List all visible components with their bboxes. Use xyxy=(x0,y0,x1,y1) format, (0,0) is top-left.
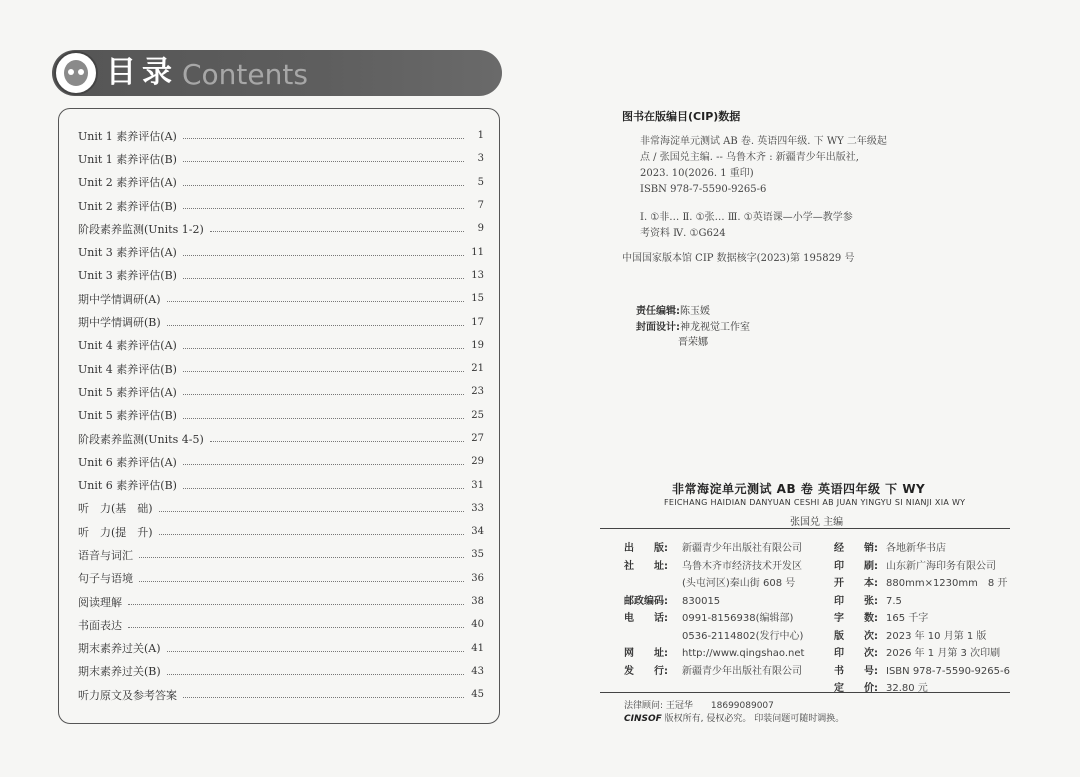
toc-entry-title: Unit 3 素养评估(B) xyxy=(78,269,177,283)
publication-row xyxy=(834,680,1014,698)
editor-line: 责任编辑:陈玉媛 xyxy=(636,306,710,317)
toc-entry[interactable] xyxy=(78,613,484,636)
publication-label: 邮政编码: xyxy=(624,595,668,607)
toc-entry-page: 33 xyxy=(471,502,484,514)
publication-label: 发 行: xyxy=(624,665,668,677)
cip-line: 2023. 10(2026. 1 重印) xyxy=(640,168,754,179)
dot-leader xyxy=(183,348,464,349)
publication-value: 各地新华书店 xyxy=(886,543,946,554)
publication-row xyxy=(834,610,1014,628)
table-of-contents xyxy=(78,124,484,706)
publication-value: 32.80 元 xyxy=(886,683,928,694)
publication-label: 经 销: xyxy=(834,543,878,554)
toc-entry-title: 阶段素养监测(Units 4-5) xyxy=(78,432,204,446)
toc-entry-page: 19 xyxy=(471,339,484,351)
toc-entry-title: Unit 3 素养评估(A) xyxy=(78,246,177,260)
toc-entry[interactable] xyxy=(78,404,484,427)
dot-leader xyxy=(139,557,464,558)
publication-row xyxy=(834,593,1014,611)
divider xyxy=(600,528,1010,529)
toc-entry[interactable] xyxy=(78,567,484,590)
book-pinyin: FEICHANG HAIDIAN DANYUAN CESHI AB JUAN YINGYU SI NIANJI XIA WY xyxy=(664,498,966,507)
toc-entry-page: 1 xyxy=(477,130,484,142)
publication-value: 880mm×1230mm 8 开 xyxy=(886,578,1008,589)
mascot-icon xyxy=(54,51,98,95)
toc-entry-title: Unit 2 素养评估(A) xyxy=(78,176,177,190)
toc-entry-title: 听 力(提 升) xyxy=(78,525,153,539)
toc-entry[interactable] xyxy=(78,520,484,543)
dot-leader xyxy=(183,278,464,279)
toc-entry-page: 31 xyxy=(471,479,484,491)
toc-entry-title: Unit 6 素养评估(B) xyxy=(78,479,177,493)
cip-line: 点 / 张国兑主编. -- 乌鲁木齐 : 新疆青少年出版社, xyxy=(640,152,859,163)
toc-entry[interactable] xyxy=(78,217,484,240)
copyright-text: 版权所有, 侵权必究。 印装问题可随时调换。 xyxy=(664,714,845,724)
toc-entry-title: Unit 4 素养评估(B) xyxy=(78,362,177,376)
publication-row xyxy=(624,540,824,558)
cip-line: 非常海淀单元测试 AB 卷. 英语四年级. 下 WY 二年级起 xyxy=(640,136,887,147)
toc-entry[interactable] xyxy=(78,660,484,683)
publication-label: 定 价: xyxy=(834,683,878,694)
dot-leader xyxy=(167,674,464,675)
dot-leader xyxy=(210,441,464,442)
publication-value: 新疆青少年出版社有限公司 xyxy=(682,543,802,554)
toc-entry-page: 23 xyxy=(471,386,484,398)
dot-leader xyxy=(183,185,464,186)
dot-leader xyxy=(183,418,464,419)
toc-entry-page: 15 xyxy=(471,293,484,305)
toc-entry[interactable] xyxy=(78,637,484,660)
toc-entry-page: 7 xyxy=(477,200,484,212)
dot-leader xyxy=(128,627,464,628)
publication-value: 2026 年 1 月第 3 次印刷 xyxy=(886,648,1001,659)
toc-entry-title: Unit 6 素养评估(A) xyxy=(78,455,177,469)
toc-entry[interactable] xyxy=(78,357,484,380)
toc-entry-title: 书面表达 xyxy=(78,618,122,632)
toc-entry-title: 听 力(基 础) xyxy=(78,502,153,516)
dot-leader xyxy=(210,231,464,232)
publication-value: (头屯河区)秦山街 608 号 xyxy=(682,578,796,589)
toc-entry[interactable] xyxy=(78,240,484,263)
toc-entry-title: 期中学情调研(A) xyxy=(78,292,161,306)
dot-leader xyxy=(183,371,464,372)
toc-entry-page: 35 xyxy=(471,549,484,561)
publication-value: 新疆青少年出版社有限公司 xyxy=(682,665,802,677)
toc-entry-page: 34 xyxy=(471,526,484,538)
dot-leader xyxy=(183,488,464,489)
publication-label: 字 数: xyxy=(834,613,878,624)
publication-value: ISBN 978-7-5590-9265-6 xyxy=(886,665,1010,677)
cip-record: 中国国家版本馆 CIP 数据核字(2023)第 195829 号 xyxy=(622,253,855,264)
publication-value: 2023 年 10 月第 1 版 xyxy=(886,630,987,642)
publication-value: 0536-2114802(发行中心) xyxy=(682,630,804,642)
toc-entry-page: 36 xyxy=(471,572,484,584)
toc-entry[interactable] xyxy=(78,171,484,194)
cip-class-line: 考资料 Ⅳ. ①G624 xyxy=(640,228,726,239)
toc-entry-page: 38 xyxy=(471,596,484,608)
dot-leader xyxy=(183,394,464,395)
toc-entry-page: 43 xyxy=(471,665,484,677)
toc-entry[interactable] xyxy=(78,683,484,706)
publication-label: 书 号: xyxy=(834,665,878,677)
publication-label: 开 本: xyxy=(834,578,878,589)
dot-leader xyxy=(167,301,464,302)
toc-entry[interactable] xyxy=(78,450,484,473)
dot-leader xyxy=(183,138,464,139)
toc-entry[interactable] xyxy=(78,287,484,310)
publication-label xyxy=(624,575,682,593)
toc-entry-title: Unit 5 素养评估(A) xyxy=(78,385,177,399)
cip-class-line: Ⅰ. ①非… Ⅱ. ①张… Ⅲ. ①英语课—小学—教学参 xyxy=(640,212,853,223)
toc-entry-page: 40 xyxy=(471,619,484,631)
toc-entry-title: Unit 5 素养评估(B) xyxy=(78,409,177,423)
cip-lines xyxy=(640,134,910,198)
contents-title-zh: 目录 xyxy=(106,55,178,90)
toc-entry[interactable] xyxy=(78,310,484,333)
toc-entry-title: Unit 4 素养评估(A) xyxy=(78,339,177,353)
toc-entry-title: 语音与词汇 xyxy=(78,548,133,562)
toc-entry[interactable] xyxy=(78,427,484,450)
toc-entry-page: 27 xyxy=(471,433,484,444)
toc-entry[interactable] xyxy=(78,543,484,566)
toc-entry-page: 41 xyxy=(471,642,484,654)
publication-label: 社 址: xyxy=(624,560,668,572)
publication-row xyxy=(624,663,824,681)
dot-leader xyxy=(183,255,464,256)
publication-row xyxy=(834,663,1014,681)
toc-entry-page: 11 xyxy=(471,246,484,258)
toc-entry-page: 29 xyxy=(471,456,484,468)
toc-entry-title: 句子与语境 xyxy=(78,572,133,586)
publisher-info xyxy=(624,540,824,680)
dot-leader xyxy=(167,651,464,652)
publication-row xyxy=(834,558,1014,576)
publication-label: 印 次: xyxy=(834,648,878,659)
toc-entry[interactable] xyxy=(78,380,484,403)
toc-entry-page: 45 xyxy=(471,689,484,701)
toc-entry-page: 3 xyxy=(477,153,484,165)
publication-value: 165 千字 xyxy=(886,613,929,624)
toc-entry[interactable] xyxy=(78,334,484,357)
cip-class xyxy=(640,210,910,242)
dot-leader xyxy=(139,581,464,582)
toc-entry[interactable] xyxy=(78,194,484,217)
publication-row xyxy=(624,645,824,663)
design-line: 封面设计:神龙视觉工作室 xyxy=(636,322,750,333)
cip-line: ISBN 978-7-5590-9265-6 xyxy=(640,184,767,195)
dot-leader xyxy=(159,534,464,535)
toc-entry[interactable] xyxy=(78,264,484,287)
editor-name: 陈玉媛 xyxy=(680,306,710,317)
legal-advisor: 法律顾问: 王冠华 18699089007 xyxy=(624,701,774,711)
contents-title-en: Contents xyxy=(182,58,308,91)
publication-row xyxy=(624,593,824,611)
toc-entry-page: 13 xyxy=(471,269,484,281)
publication-label: 出 版: xyxy=(624,543,668,554)
toc-entry-page: 17 xyxy=(471,316,484,328)
publication-row xyxy=(624,575,824,593)
dot-leader xyxy=(159,511,464,512)
divider xyxy=(600,692,1010,693)
publication-label: 网 址: xyxy=(624,648,668,659)
toc-entry[interactable] xyxy=(78,473,484,496)
toc-entry-title: Unit 1 素养评估(B) xyxy=(78,152,177,166)
publication-label: 印 张: xyxy=(834,595,878,607)
toc-entry-page: 9 xyxy=(477,223,484,235)
toc-entry-title: 期末素养过关(B) xyxy=(78,665,161,679)
book-title: 非常海淀单元测试 AB 卷 英语四年级 下 WY xyxy=(672,482,926,496)
toc-entry-title: 期中学情调研(B) xyxy=(78,316,161,330)
cip-heading: 图书在版编目(CIP)数据 xyxy=(622,110,741,123)
publication-label xyxy=(624,628,682,646)
toc-entry-title: 听力原文及参考答案 xyxy=(78,688,177,702)
dot-leader xyxy=(183,697,464,698)
toc-entry-title: 阶段素养监测(Units 1-2) xyxy=(78,222,204,236)
publication-value: 乌鲁木齐市经济技术开发区 xyxy=(682,560,802,572)
dot-leader xyxy=(183,208,464,209)
dot-leader xyxy=(128,604,464,605)
toc-entry-title: 期末素养过关(A) xyxy=(78,642,161,656)
publication-label: 电 话: xyxy=(624,613,668,624)
copyright-line xyxy=(624,711,844,724)
toc-entry-title: Unit 1 素养评估(A) xyxy=(78,129,177,143)
publication-row xyxy=(834,628,1014,646)
publication-value: http://www.qingshao.net xyxy=(682,648,805,659)
toc-entry-page: 5 xyxy=(477,176,484,188)
toc-entry[interactable] xyxy=(78,590,484,613)
toc-entry[interactable] xyxy=(78,147,484,170)
book-editor: 张国兑 主编 xyxy=(790,517,844,528)
publication-row xyxy=(624,628,824,646)
dot-leader xyxy=(183,161,464,162)
publication-label: 版 次: xyxy=(834,630,878,642)
designer-name-2: 晋荣娜 xyxy=(678,337,708,348)
publication-row xyxy=(624,610,824,628)
toc-entry[interactable] xyxy=(78,124,484,147)
publication-label: 印 刷: xyxy=(834,560,878,572)
dot-leader xyxy=(183,464,464,465)
toc-entry-page: 21 xyxy=(471,363,484,375)
publication-row xyxy=(624,558,824,576)
publisher-logo: CINSOF xyxy=(624,714,662,724)
dot-leader xyxy=(167,325,464,326)
toc-entry[interactable] xyxy=(78,497,484,520)
publication-row xyxy=(834,540,1014,558)
publication-value: 830015 xyxy=(682,595,721,607)
publication-value: 7.5 xyxy=(886,595,902,607)
toc-entry-page: 25 xyxy=(471,409,484,421)
publication-value: 0991-8156938(编辑部) xyxy=(682,613,794,624)
printing-info xyxy=(834,540,1014,698)
toc-entry-title: 阅读理解 xyxy=(78,595,122,609)
publication-row xyxy=(834,645,1014,663)
toc-entry-title: Unit 2 素养评估(B) xyxy=(78,199,177,213)
publication-value: 山东新广海印务有限公司 xyxy=(886,560,996,572)
publication-row xyxy=(834,575,1014,593)
designer-name: 神龙视觉工作室 xyxy=(680,322,750,333)
